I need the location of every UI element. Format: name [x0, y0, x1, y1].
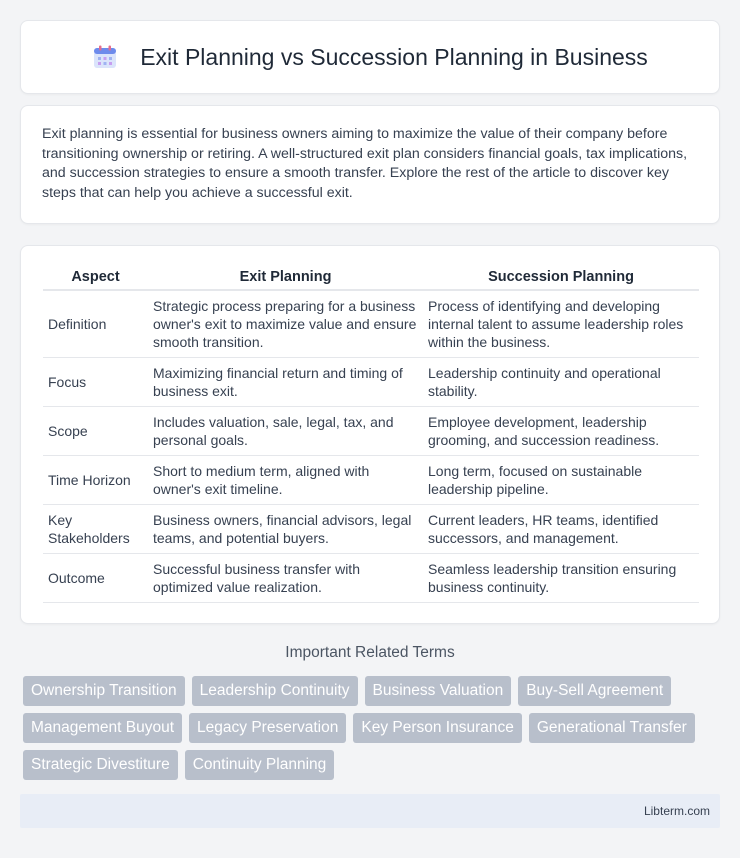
footer	[20, 794, 720, 828]
table-row	[43, 505, 699, 554]
row-exit: Successful business transfer with optimized value realization.	[148, 554, 423, 603]
row-aspect: Definition	[43, 291, 148, 358]
row-exit: Maximizing financial return and timing of business exit.	[148, 358, 423, 407]
related-term-tag[interactable]: Leadership Continuity	[192, 676, 358, 706]
table-row	[43, 456, 699, 505]
comparison-card	[20, 245, 720, 624]
row-aspect: Key Stakeholders	[43, 505, 148, 554]
row-aspect: Outcome	[43, 554, 148, 603]
table-row	[43, 291, 699, 358]
calendar-icon	[92, 44, 118, 70]
row-aspect: Scope	[43, 407, 148, 456]
related-term-tag[interactable]: Strategic Divestiture	[23, 750, 178, 780]
related-term-tag[interactable]: Legacy Preservation	[189, 713, 346, 743]
related-term-tag[interactable]: Management Buyout	[23, 713, 182, 743]
row-succession: Seamless leadership transition ensuring business continuity.	[423, 554, 699, 603]
related-term-tag[interactable]: Continuity Planning	[185, 750, 335, 780]
related-term-tag[interactable]: Business Valuation	[365, 676, 512, 706]
row-exit: Short to medium term, aligned with owner's exit timeline.	[148, 456, 423, 505]
header-aspect: Aspect	[43, 266, 148, 291]
header-succession-planning: Succession Planning	[423, 266, 699, 291]
related-term-tag[interactable]: Key Person Insurance	[353, 713, 522, 743]
comparison-table	[43, 266, 699, 603]
row-succession: Leadership continuity and operational stability.	[423, 358, 699, 407]
page-title: Exit Planning vs Succession Planning in Business	[140, 43, 648, 70]
row-aspect: Focus	[43, 358, 148, 407]
row-exit: Strategic process preparing for a business owner's exit to maximize value and ensure smooth transition.	[148, 291, 423, 358]
row-succession: Current leaders, HR teams, identified successors, and management.	[423, 505, 699, 554]
related-terms-list	[23, 676, 723, 787]
related-term-tag[interactable]: Ownership Transition	[23, 676, 185, 706]
intro-card	[20, 105, 720, 224]
row-exit: Includes valuation, sale, legal, tax, and personal goals.	[148, 407, 423, 456]
table-row	[43, 358, 699, 407]
related-terms-title: Important Related Terms	[285, 644, 455, 661]
page-header	[20, 20, 720, 94]
row-succession: Process of identifying and developing internal talent to assume leadership roles within the business.	[423, 291, 699, 358]
intro-text: Exit planning is essential for business owners aiming to maximize the value of their company before transitioning ownership or retiring. A well-structured exit plan considers financial goals, tax implications, and succession strategies to ensure a smooth transfer. Explore the rest of the article to discover key steps that can help you achieve a successful exit.	[42, 126, 688, 201]
table-row	[43, 554, 699, 603]
footer-brand-link[interactable]: Libterm.com	[643, 804, 710, 818]
related-term-tag[interactable]: Buy-Sell Agreement	[518, 676, 671, 706]
table-header-row	[43, 266, 699, 291]
table-row	[43, 407, 699, 456]
row-exit: Business owners, financial advisors, legal teams, and potential buyers.	[148, 505, 423, 554]
row-succession: Long term, focused on sustainable leadership pipeline.	[423, 456, 699, 505]
related-term-tag[interactable]: Generational Transfer	[529, 713, 695, 743]
row-aspect: Time Horizon	[43, 456, 148, 505]
header-exit-planning: Exit Planning	[148, 266, 423, 291]
row-succession: Employee development, leadership grooming, and succession readiness.	[423, 407, 699, 456]
